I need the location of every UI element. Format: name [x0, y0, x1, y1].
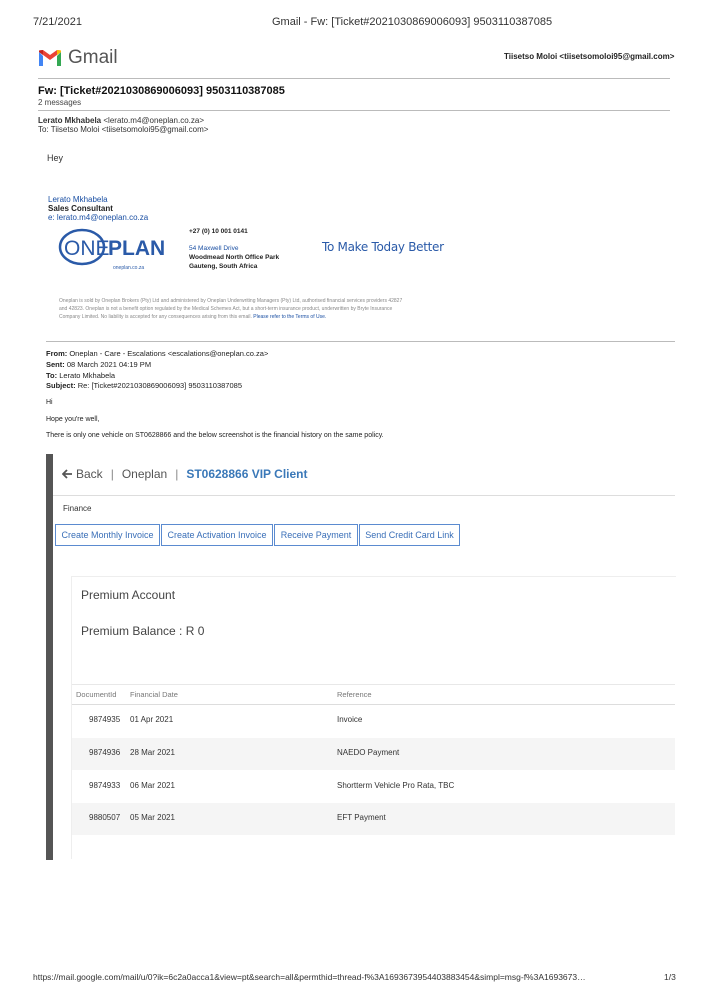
premium-balance: Premium Balance : R 0 [81, 624, 205, 638]
client-title: ST0628866 VIP Client [186, 467, 308, 481]
fwd-line-3: There is only one vehicle on ST0628866 and the below screenshot is the financial history on the same policy. [46, 432, 384, 439]
fwd-from-value[interactable]: Oneplan - Care - Escalations <escalations@oneplan.co.za> [69, 349, 269, 358]
logo-one-text: ONE [64, 237, 110, 260]
col-financial-date: Financial Date [130, 690, 178, 699]
message-sender [38, 116, 204, 125]
screenshot-breadcrumb: Back | Oneplan | ST0628866 VIP Client [62, 467, 308, 481]
sig-phone: +27 (0) 10 001 0141 [189, 228, 248, 235]
gmail-logo[interactable] [38, 47, 118, 69]
divider [72, 684, 675, 685]
sig-name: Lerato Mkhabela [48, 195, 108, 204]
terms-link[interactable]: Please refer to the Terms of Use. [253, 314, 327, 320]
fwd-sent: Sent: 08 March 2021 04:19 PM [46, 360, 152, 369]
fwd-line-1: Hi [46, 399, 53, 406]
logo-plan-text: PLAN [108, 237, 166, 260]
receive-payment-button[interactable]: Receive Payment [274, 524, 358, 546]
table-row[interactable]: 9880507 05 Mar 2021 EFT Payment [72, 803, 675, 835]
table-row[interactable]: 9874935 01 Apr 2021 Invoice [89, 715, 363, 724]
create-activation-invoice-button[interactable]: Create Activation Invoice [161, 524, 273, 546]
send-credit-card-link-button[interactable]: Send Credit Card Link [359, 524, 460, 546]
panel-title: Premium Account [81, 588, 176, 602]
company-link[interactable]: Oneplan [121, 467, 168, 481]
disclaimer [59, 297, 449, 321]
divider [38, 78, 670, 79]
disclaimer-line-1: Oneplan is sold by Oneplan Brokers (Pty) Ltd and administered by Oneplan Underwriting Managers (Pty) Ltd, authorised financial services providers 42827 [59, 298, 403, 304]
oneplan-logo-icon [58, 228, 168, 272]
sig-address-1: 54 Maxwell Drive [189, 245, 239, 252]
disclaimer-line-2: and 42823. Oneplan is not a benefit option regulated by the Medical Schemes Act, but a short-term insurance product, underwritten by Bryte Insurance [59, 306, 393, 312]
gmail-m-icon [38, 49, 62, 67]
logo-url-text: oneplan.co.za [113, 265, 145, 271]
sender-email[interactable]: <lerato.m4@oneplan.co.za> [103, 116, 205, 125]
col-reference: Reference [337, 690, 372, 699]
arrow-left-icon [62, 469, 72, 479]
fwd-subject: Subject: Re: [Ticket#2021030869006093] 9503110387085 [46, 381, 242, 390]
sig-email-prefix: e: [48, 213, 55, 222]
sender-name: Lerato Mkhabela [38, 116, 102, 125]
fwd-to: To: Lerato Mkhabela [46, 371, 116, 380]
gmail-wordmark: Gmail [68, 47, 118, 68]
message-recipient: To: Tiisetso Moloi <tiisetsomoloi95@gmail.com> [38, 125, 209, 134]
screenshot-header [53, 454, 675, 496]
print-url: https://mail.google.com/mail/u/0?ik=6c2a0acca1&view=pt&search=all&permthid=thread-f%3A1693673954403883454&simpl=msg-f%3A1693673… [33, 972, 586, 982]
fwd-line-2: Hope you're well, [46, 416, 100, 423]
disclaimer-line-3: Company Limited. No liability is accepted for any consequences arising from this email. Please refer to the Terms of Use. [59, 314, 327, 320]
back-link[interactable]: Back [62, 467, 103, 481]
table-row[interactable]: 9874936 28 Mar 2021 NAEDO Payment [72, 738, 675, 770]
sig-email[interactable]: lerato.m4@oneplan.co.za [56, 213, 149, 222]
greeting: Hey [47, 153, 64, 163]
sig-address-2: Woodmead North Office Park [189, 254, 280, 261]
message-count: 2 messages [38, 98, 82, 107]
page-number: 1/3 [664, 972, 676, 982]
tagline: To Make Today Better [322, 240, 444, 254]
sig-email-line [48, 213, 148, 222]
thread-subject: Fw: [Ticket#2021030869006093] 9503110387085 [38, 85, 285, 97]
print-title: Gmail - Fw: [Ticket#2021030869006093] 9503110387085 [272, 16, 553, 28]
screenshot-left-border [46, 454, 53, 860]
create-monthly-invoice-button[interactable]: Create Monthly Invoice [55, 524, 160, 546]
fwd-from: From: Oneplan - Care - Escalations <escalations@oneplan.co.za> [46, 349, 269, 358]
table-row[interactable]: 9874933 06 Mar 2021 Shortterm Vehicle Pro Rata, TBC [89, 781, 455, 790]
sig-address-3: Gauteng, South Africa [189, 263, 258, 270]
oneplan-logo [58, 228, 168, 272]
sig-title: Sales Consultant [48, 204, 113, 213]
print-date: 7/21/2021 [33, 16, 82, 28]
divider [38, 110, 670, 111]
account-email: Tiisetso Moloi <tiisetsomoloi95@gmail.com> [504, 52, 675, 61]
finance-label: Finance [63, 504, 92, 513]
divider [46, 341, 675, 342]
col-document-id: DocumentId [76, 690, 117, 699]
